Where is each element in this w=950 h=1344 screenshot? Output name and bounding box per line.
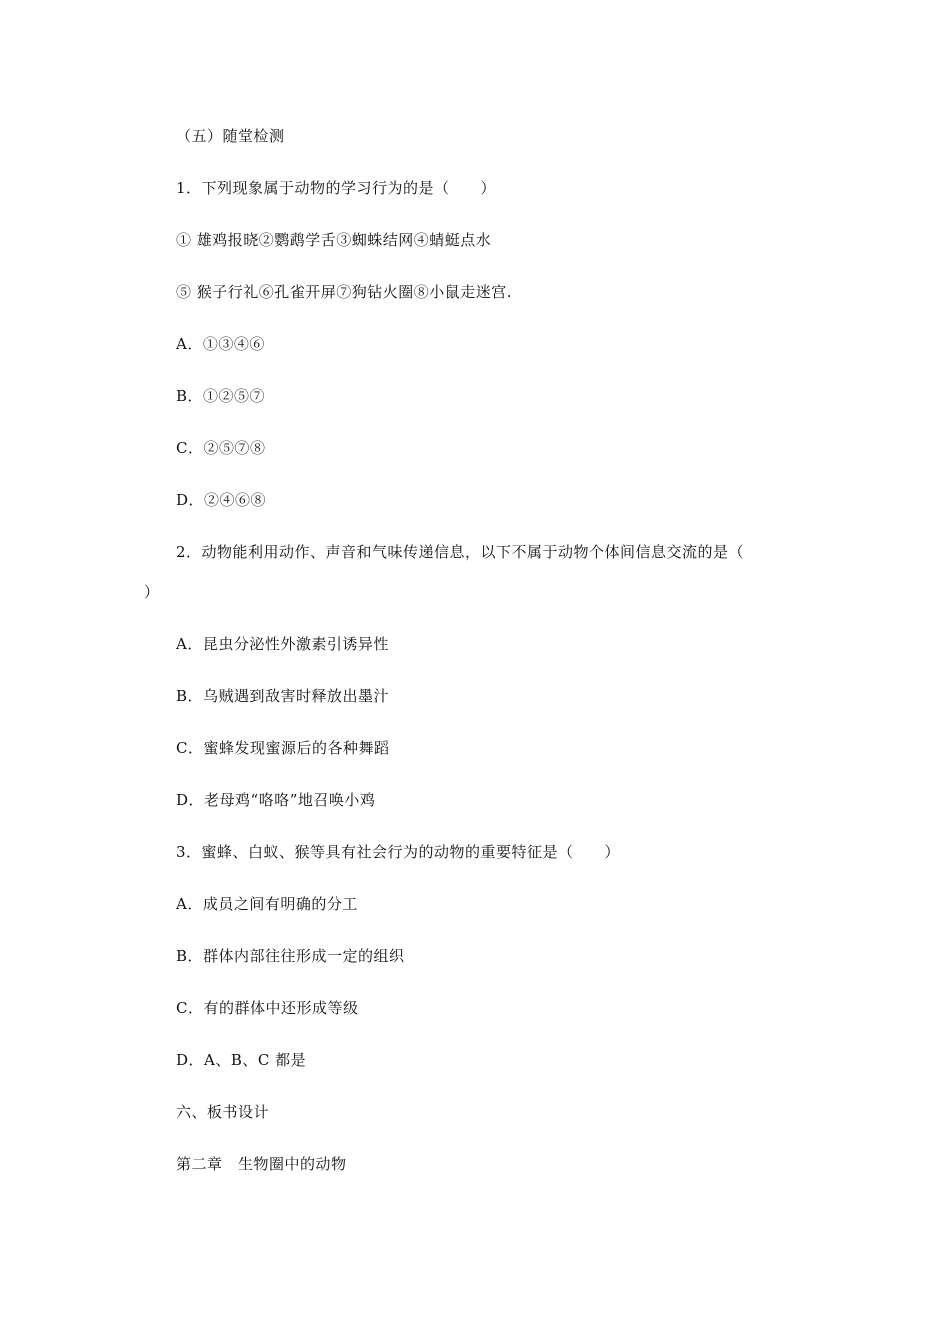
option-b: B．①②⑤⑦ — [176, 387, 266, 405]
question-stem-line: ① 雄鸡报晓②鹦鹉学舌③蜘蛛结网④蜻蜓点水 — [176, 231, 492, 249]
option-d: D．A、B、C 都是 — [176, 1051, 307, 1069]
option-d: D．老母鸡“咯咯”地召唤小鸡 — [176, 791, 376, 809]
chapter-title: 第二章 生物圈中的动物 — [176, 1155, 347, 1173]
board-design-heading: 六、板书设计 — [176, 1103, 270, 1121]
question-stem-line: ⑤ 猴子行礼⑥孔雀开屏⑦狗钻火圈⑧小鼠走迷宫. — [176, 283, 513, 301]
question-stem: 1．下列现象属于动物的学习行为的是（ ） — [176, 179, 497, 197]
option-a: A．成员之间有明确的分工 — [176, 895, 358, 913]
section-heading: （五）随堂检测 — [176, 127, 285, 145]
question-stem-continuation: ） — [144, 583, 160, 601]
option-d: D．②④⑥⑧ — [176, 491, 267, 509]
option-a: A．昆虫分泌性外激素引诱异性 — [176, 635, 389, 653]
option-c: C．蜜蜂发现蜜源后的各种舞蹈 — [176, 739, 390, 757]
option-b: B．群体内部往往形成一定的组织 — [176, 947, 405, 965]
option-c: C．有的群体中还形成等级 — [176, 999, 359, 1017]
option-a: A．①③④⑥ — [176, 335, 265, 353]
question-stem: 3．蜜蜂、白蚁、猴等具有社会行为的动物的重要特征是（ ） — [176, 843, 621, 861]
option-b: B．乌贼遇到敌害时释放出墨汁 — [176, 687, 390, 705]
question-stem: 2．动物能利用动作、声音和气味传递信息，以下不属于动物个体间信息交流的是（ — [176, 543, 745, 561]
option-c: C．②⑤⑦⑧ — [176, 439, 266, 457]
